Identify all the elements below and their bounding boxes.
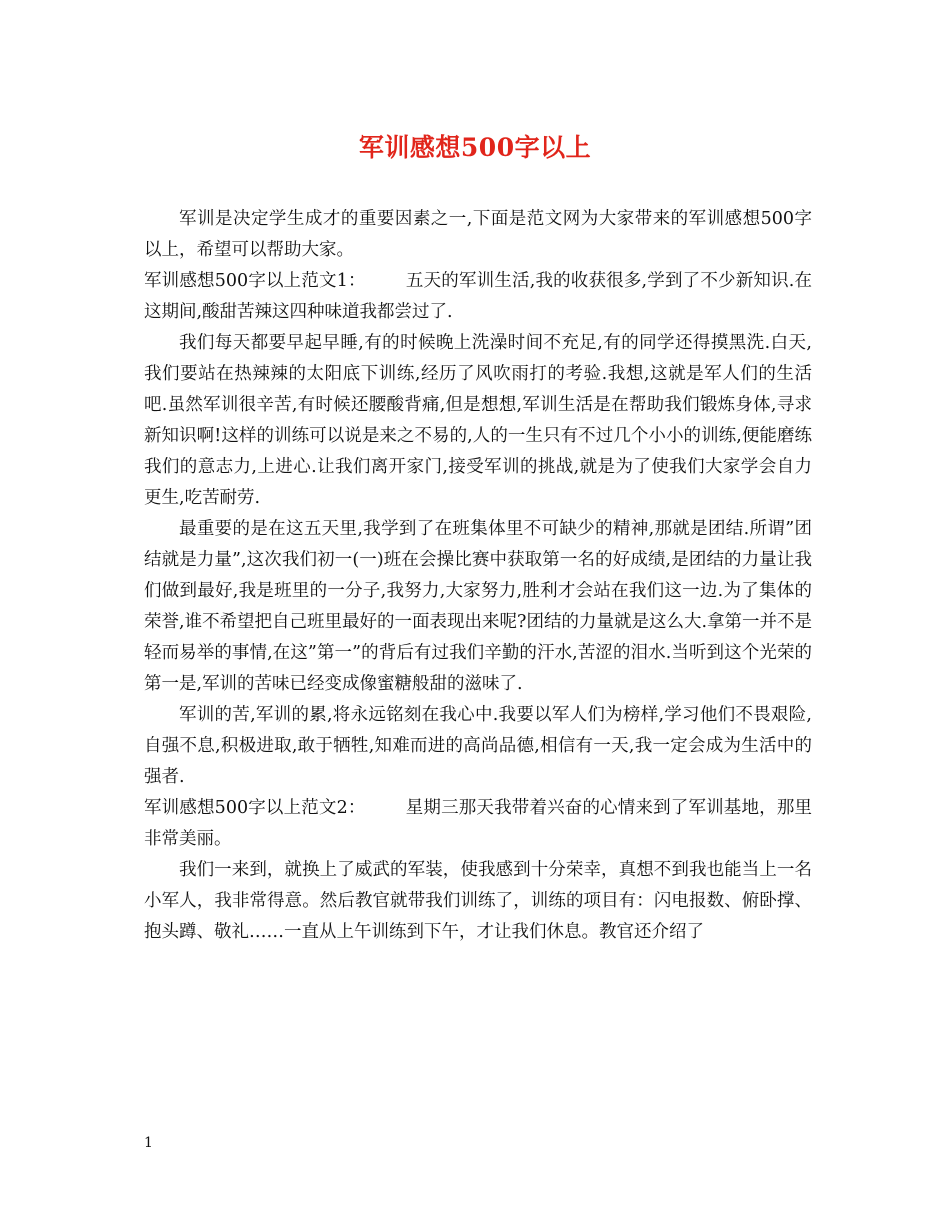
sample1-body-paragraph: 我们每天都要早起早睡,有的时候晚上洗澡时间不充足,有的同学还得摸黑洗.白天,我们要站在热辣辣的太阳底下训练,经历了风吹雨打的考验.我想,这就是军人们的生活吧.虽然军训很辛苦,有时候还腰酸背痛,但是想想,军训生活是在帮助我们锻炼身体,寻求新知识啊!这样的训练可以说是来之不易的,人的一生只有不过几个小小的训练,便能磨练我们的意志力,上进心.让我们离开家门,接受军训的挑战,就是为了使我们大家学会自力更生,吃苦耐劳. <box>144 333 812 508</box>
document-body <box>144 204 812 948</box>
sample2-label: 军训感想500字以上范文2： <box>144 798 366 818</box>
page-number: 1 <box>144 1135 153 1151</box>
sample1-body-paragraph: 军训的苦,军训的累,将永远铭刻在我心中.我要以军人们为榜样,学习他们不畏艰险,自强不息,积极进取,敢于牺牲,知难而进的高尚品德,相信有一天,我一定会成为生活中的强者. <box>144 705 812 787</box>
sample2-body-paragraph: 我们一来到，就换上了威武的军装，使我感到十分荣幸，真想不到我也能当上一名小军人，我非常得意。然后教官就带我们训练了，训练的项目有：闪电报数、俯卧撑、抱头蹲、敬礼……一直从上午训练到下午，才让我们休息。教官还介绍了 <box>144 860 812 942</box>
sample1-body-paragraph: 最重要的是在这五天里,我学到了在班集体里不可缺少的精神,那就是团结.所谓”团结就是力量”,这次我们初一(一)班在会操比赛中获取第一名的好成绩,是团结的力量让我们做到最好,我是班里的一分子,我努力,大家努力,胜利才会站在我们这一边.为了集体的荣誉,谁不希望把自己班里最好的一面表现出来呢?团结的力量就是这么大.拿第一并不是轻而易举的事情,在这”第一”的背后有过我们辛勤的汗水,苦涩的泪水.当听到这个光荣的第一是,军训的苦味已经变成像蜜糖般甜的滋味了. <box>144 519 813 694</box>
sample1-first-text: 五天的军训生活,我的收获很多,学到了不少新知识.在这期间,酸甜苦辣这四种味道我都尝过了. <box>144 271 812 322</box>
intro-paragraph: 军训是决定学生成才的重要因素之一,下面是范文网为大家带来的军训感想500字以上，希望可以帮助大家。 <box>144 209 812 260</box>
sample2-paragraph <box>144 793 812 855</box>
sample2-first-text: 星期三那天我带着兴奋的心情来到了军训基地，那里非常美丽。 <box>144 798 812 849</box>
document-title: 军训感想500字以上 <box>358 133 592 162</box>
sample1-paragraph <box>144 266 812 328</box>
sample1-label: 军训感想500字以上范文1： <box>144 271 366 291</box>
